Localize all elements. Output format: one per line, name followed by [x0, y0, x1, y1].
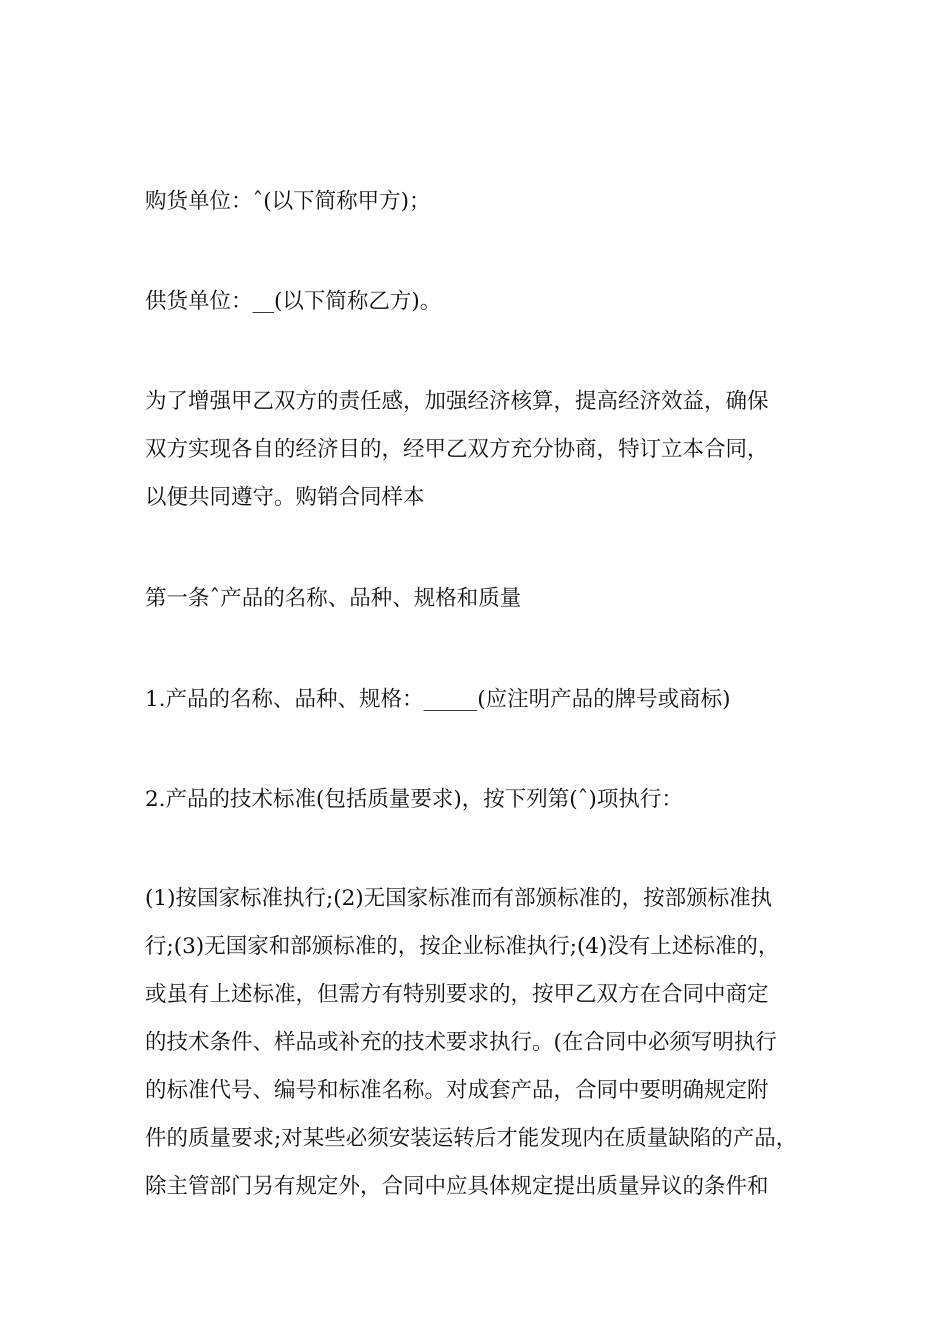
item-2: 2.产品的技术标准(包括质量要求)，按下列第(ˆ)项执行：	[145, 787, 683, 812]
item-1: 1.产品的名称、品种、规格：_____(应注明产品的牌号或商标)	[145, 687, 731, 712]
standards-line-2: 行;(3)无国家和部颁标准的，按企业标准执行;(4)没有上述标准的，	[145, 934, 780, 959]
standards-line-4: 的技术条件、样品或补充的技术要求执行。(在合同中必须写明执行	[145, 1030, 777, 1055]
standards-line-7: 除主管部门另有规定外，合同中应具体规定提出质量异议的条件和	[145, 1174, 769, 1199]
intro-line-3: 以便共同遵守。购销合同样本	[145, 485, 425, 510]
intro-line-2: 双方实现各自的经济目的，经甲乙双方充分协商，特订立本合同，	[145, 437, 769, 462]
seller-line: 供货单位：__(以下简称乙方)。	[145, 289, 442, 314]
article-1-heading: 第一条ˆ产品的名称、品种、规格和质量	[145, 586, 522, 611]
intro-line-1: 为了增强甲乙双方的责任感，加强经济核算，提高经济效益，确保	[145, 389, 769, 414]
standards-line-3: 或虽有上述标准，但需方有特别要求的，按甲乙双方在合同中商定	[145, 982, 769, 1007]
standards-line-5: 的标准代号、编号和标准名称。对成套产品，合同中要明确规定附	[145, 1078, 769, 1103]
standards-line-1: (1)按国家标准执行;(2)无国家标准而有部颁标准的，按部颁标准执	[145, 886, 773, 911]
buyer-line: 购货单位：ˆ(以下简称甲方)；	[145, 189, 431, 214]
standards-line-6: 件的质量要求;对某些必须安装运转后才能发现内在质量缺陷的产品，	[145, 1126, 798, 1151]
